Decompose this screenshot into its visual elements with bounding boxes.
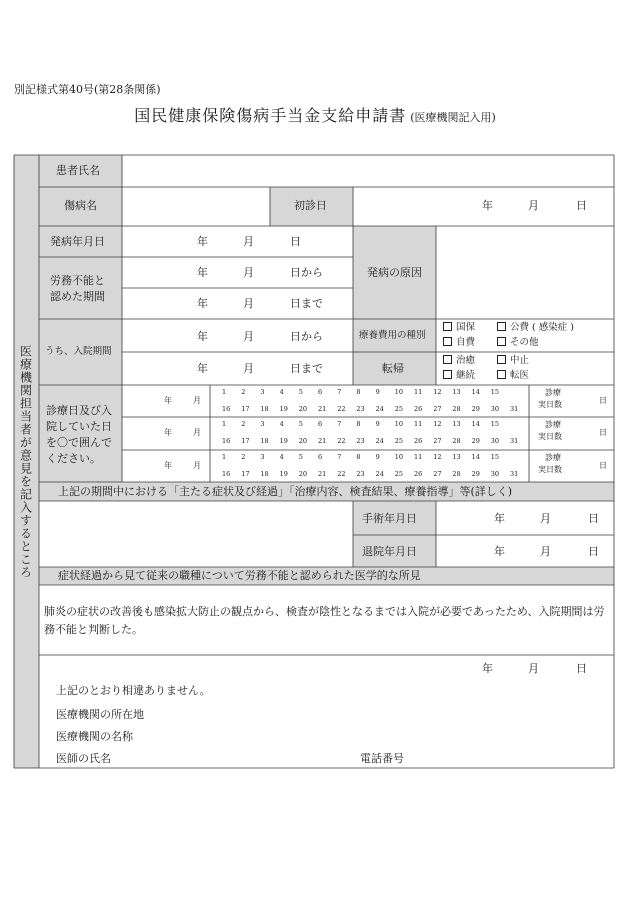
calendar-day: 27 (433, 470, 442, 478)
calendar-day: 14 (471, 388, 480, 396)
calendar-day: 10 (394, 453, 404, 461)
calendar-year: 年 (164, 396, 172, 405)
label-incapacity-period: 労務不能と認めた期間 (50, 274, 105, 303)
calendar-day: 21 (318, 470, 327, 478)
calendar-day-unit: 日 (599, 428, 607, 437)
label-discharge-date: 退院年月日 (362, 545, 417, 558)
label-hospitalization-period: うち、入院期間 (45, 346, 112, 357)
form-title-note: (医療機関記入用) (410, 111, 496, 124)
calendar-day: 19 (279, 470, 288, 478)
calendar-month: 月 (193, 428, 201, 437)
calendar-day: 25 (394, 470, 404, 478)
calendar-day: 22 (337, 470, 346, 478)
payment-option-kohi[interactable]: 公費 ( 感染症 ) (497, 322, 574, 334)
certify-statement: 上記のとおり相違ありません。 (56, 684, 211, 697)
label-institution: 医療機関の名称 (56, 730, 133, 743)
calendar-day: 17 (241, 437, 250, 445)
certify-year: 年 (482, 662, 493, 675)
checkbox[interactable] (443, 337, 452, 346)
hospital-until-month: 月 (243, 362, 254, 375)
calendar-day: 17 (241, 470, 250, 478)
hospital-from-month: 月 (243, 330, 254, 343)
calendar-day: 9 (375, 388, 380, 396)
first-visit-year: 年 (482, 199, 493, 212)
hospital-until-day: 日まで (290, 362, 323, 375)
calendar-day: 24 (375, 405, 384, 413)
checkbox[interactable] (443, 355, 452, 364)
calendar-day: 17 (241, 405, 250, 413)
calendar-day: 4 (279, 388, 284, 396)
calendar-day: 13 (452, 453, 461, 461)
side-label: 医療機関担当者が意見を記入するところ (18, 344, 33, 579)
calendar-day: 31 (510, 470, 519, 478)
calendar-day: 16 (222, 405, 231, 413)
calendar-month: 月 (193, 461, 201, 470)
calendar-day: 26 (414, 437, 423, 445)
form-reference: 別記様式第40号(第28条関係) (14, 83, 161, 96)
calendar-day: 26 (414, 470, 423, 478)
calendar-day: 2 (241, 453, 246, 461)
certify-day: 日 (576, 662, 587, 675)
calendar-days-label: 診療 (545, 453, 561, 462)
calendar-day: 1 (222, 453, 227, 461)
hospital-from-year: 年 (197, 330, 208, 343)
calendar-day: 16 (222, 470, 231, 478)
calendar-day: 31 (510, 437, 519, 445)
calendar-day: 30 (490, 437, 500, 445)
calendar-day: 8 (356, 453, 361, 461)
calendar-day: 18 (260, 437, 269, 445)
calendar-day: 15 (490, 420, 500, 428)
payment-option-kokuho[interactable]: 国保 (443, 322, 475, 334)
calendar-day: 20 (298, 470, 308, 478)
surgery-month: 月 (540, 512, 551, 525)
calendar-day: 2 (241, 388, 246, 396)
calendar-day: 14 (471, 453, 480, 461)
calendar-day: 3 (260, 388, 265, 396)
calendar-day: 7 (337, 420, 342, 428)
calendar-day: 7 (337, 388, 342, 396)
calendar-day: 21 (318, 405, 327, 413)
calendar-days-label: 実日数 (538, 465, 562, 474)
calendar-day: 20 (298, 437, 308, 445)
calendar-day: 15 (490, 388, 500, 396)
incapacity-until-year: 年 (197, 297, 208, 310)
calendar-day: 9 (375, 453, 380, 461)
calendar-day: 31 (510, 405, 519, 413)
calendar-day-unit: 日 (599, 461, 607, 470)
course-header: 上記の期間中における「主たる症状及び経過」「治療内容、検査結果、療養指導」等(詳しく) (58, 485, 513, 498)
calendar-day: 18 (260, 470, 269, 478)
calendar-day: 22 (337, 437, 346, 445)
label-address: 医療機関の所在地 (56, 708, 144, 721)
calendar-day: 29 (471, 437, 480, 445)
calendar-day: 14 (471, 420, 480, 428)
calendar-day: 4 (279, 453, 284, 461)
calendar-day: 21 (318, 437, 327, 445)
surgery-day: 日 (588, 512, 599, 525)
calendar-day: 5 (298, 388, 303, 396)
first-visit-day: 日 (576, 199, 587, 212)
calendar-day: 29 (471, 405, 480, 413)
calendar-day: 23 (356, 405, 365, 413)
calendar-day: 3 (260, 420, 265, 428)
form-title: 国民健康保険傷病手当金支給申請書 (134, 106, 407, 125)
incapacity-from-year: 年 (197, 266, 208, 279)
calendar-day: 13 (452, 420, 461, 428)
checkbox[interactable] (497, 370, 506, 379)
label-payment-type: 療養費用の種別 (359, 330, 426, 341)
calendar-days-label: 実日数 (538, 432, 562, 441)
calendar-day: 8 (356, 420, 361, 428)
calendar-day: 27 (433, 437, 442, 445)
calendar-day: 24 (375, 470, 384, 478)
calendar-day: 24 (375, 437, 384, 445)
calendar-day: 25 (394, 405, 404, 413)
calendar-day: 10 (394, 388, 404, 396)
calendar-day: 2 (241, 420, 246, 428)
calendar-day: 10 (394, 420, 404, 428)
label-first-visit: 初診日 (294, 199, 327, 212)
calendar-day: 28 (452, 470, 461, 478)
calendar-day: 6 (318, 388, 323, 396)
onset-year: 年 (197, 235, 208, 248)
calendar-day: 4 (279, 420, 284, 428)
calendar-days-label: 実日数 (538, 400, 562, 409)
calendar-day-unit: 日 (599, 396, 607, 405)
calendar-day: 30 (490, 405, 500, 413)
calendar-days-label: 診療 (545, 420, 561, 429)
calendar-day: 12 (433, 388, 442, 396)
label-doctor: 医師の氏名 (56, 752, 111, 765)
hospital-from-day: 日から (290, 330, 323, 343)
calendar-day: 23 (356, 437, 365, 445)
calendar-year: 年 (164, 461, 172, 470)
calendar-day: 27 (433, 405, 442, 413)
calendar-day: 15 (490, 453, 500, 461)
label-outcome: 転帰 (382, 362, 404, 375)
calendar-day: 6 (318, 453, 323, 461)
calendar-day: 6 (318, 420, 323, 428)
calendar-day: 11 (414, 453, 423, 461)
discharge-month: 月 (540, 545, 551, 558)
certify-month: 月 (528, 662, 539, 675)
calendar-day: 3 (260, 453, 265, 461)
calendar-day: 26 (414, 405, 423, 413)
calendar-day: 1 (222, 420, 227, 428)
label-patient-name: 患者氏名 (56, 164, 100, 177)
calendar-day: 19 (279, 437, 288, 445)
first-visit-month: 月 (528, 199, 539, 212)
calendar-day: 16 (222, 437, 231, 445)
calendar-day: 9 (375, 420, 380, 428)
checkbox[interactable] (497, 322, 506, 331)
calendar-day: 28 (452, 405, 461, 413)
calendar-day: 23 (356, 470, 365, 478)
calendar-day: 22 (337, 405, 346, 413)
outcome-option-transferred[interactable]: 転医 (497, 370, 529, 382)
calendar-day: 25 (394, 437, 404, 445)
calendar-day: 29 (471, 470, 480, 478)
label-surgery-date: 手術年月日 (362, 512, 417, 525)
incapacity-from-month: 月 (243, 266, 254, 279)
calendar-day: 19 (279, 405, 288, 413)
label-disease-name: 傷病名 (64, 199, 97, 212)
calendar-day: 30 (490, 470, 500, 478)
calendar-day: 13 (452, 388, 461, 396)
calendar-day: 11 (414, 388, 423, 396)
hospital-until-year: 年 (197, 362, 208, 375)
outcome-option-continued[interactable]: 継続 (443, 370, 475, 382)
calendar-day: 20 (298, 405, 308, 413)
label-visit-days: 診療日及び入院していた日を〇で囲んでください。 (46, 404, 112, 465)
calendar-days-label: 診療 (545, 388, 561, 397)
label-onset-date: 発病年月日 (50, 235, 105, 248)
discharge-day: 日 (588, 545, 599, 558)
opinion-text: 肺炎の症状の改善後も感染拡大防止の観点から、検査が陰性となるまでは入院が必要であったため、入院期間は労務不能と判断した。 (44, 605, 605, 636)
payment-option-other[interactable]: その他 (497, 337, 539, 349)
calendar-year: 年 (164, 428, 172, 437)
checkbox[interactable] (443, 322, 452, 331)
incapacity-from-day: 日から (290, 266, 323, 279)
calendar-day: 18 (260, 405, 269, 413)
checkbox[interactable] (497, 355, 506, 364)
incapacity-until-month: 月 (243, 297, 254, 310)
discharge-year: 年 (494, 545, 505, 558)
calendar-day: 5 (298, 453, 303, 461)
label-onset-cause: 発病の原因 (367, 266, 422, 279)
label-phone: 電話番号 (360, 752, 404, 765)
calendar-day: 12 (433, 453, 442, 461)
calendar-day: 8 (356, 388, 361, 396)
checkbox[interactable] (497, 337, 506, 346)
calendar-day: 7 (337, 453, 342, 461)
payment-option-jihi[interactable]: 自費 (443, 337, 475, 349)
calendar-day: 28 (452, 437, 461, 445)
onset-month: 月 (243, 235, 254, 248)
calendar-day: 11 (414, 420, 423, 428)
incapacity-until-day: 日まで (290, 297, 323, 310)
checkbox[interactable] (443, 370, 452, 379)
calendar-day: 1 (222, 388, 227, 396)
surgery-year: 年 (494, 512, 505, 525)
outcome-option-cured[interactable]: 治癒 (443, 355, 475, 367)
calendar-day: 5 (298, 420, 303, 428)
opinion-header: 症状経過から見て従来の職種について労務不能と認められた医学的な所見 (58, 569, 421, 582)
onset-day: 日 (290, 235, 301, 248)
calendar-day: 12 (433, 420, 442, 428)
calendar-month: 月 (193, 396, 201, 405)
outcome-option-stopped[interactable]: 中止 (497, 355, 529, 367)
